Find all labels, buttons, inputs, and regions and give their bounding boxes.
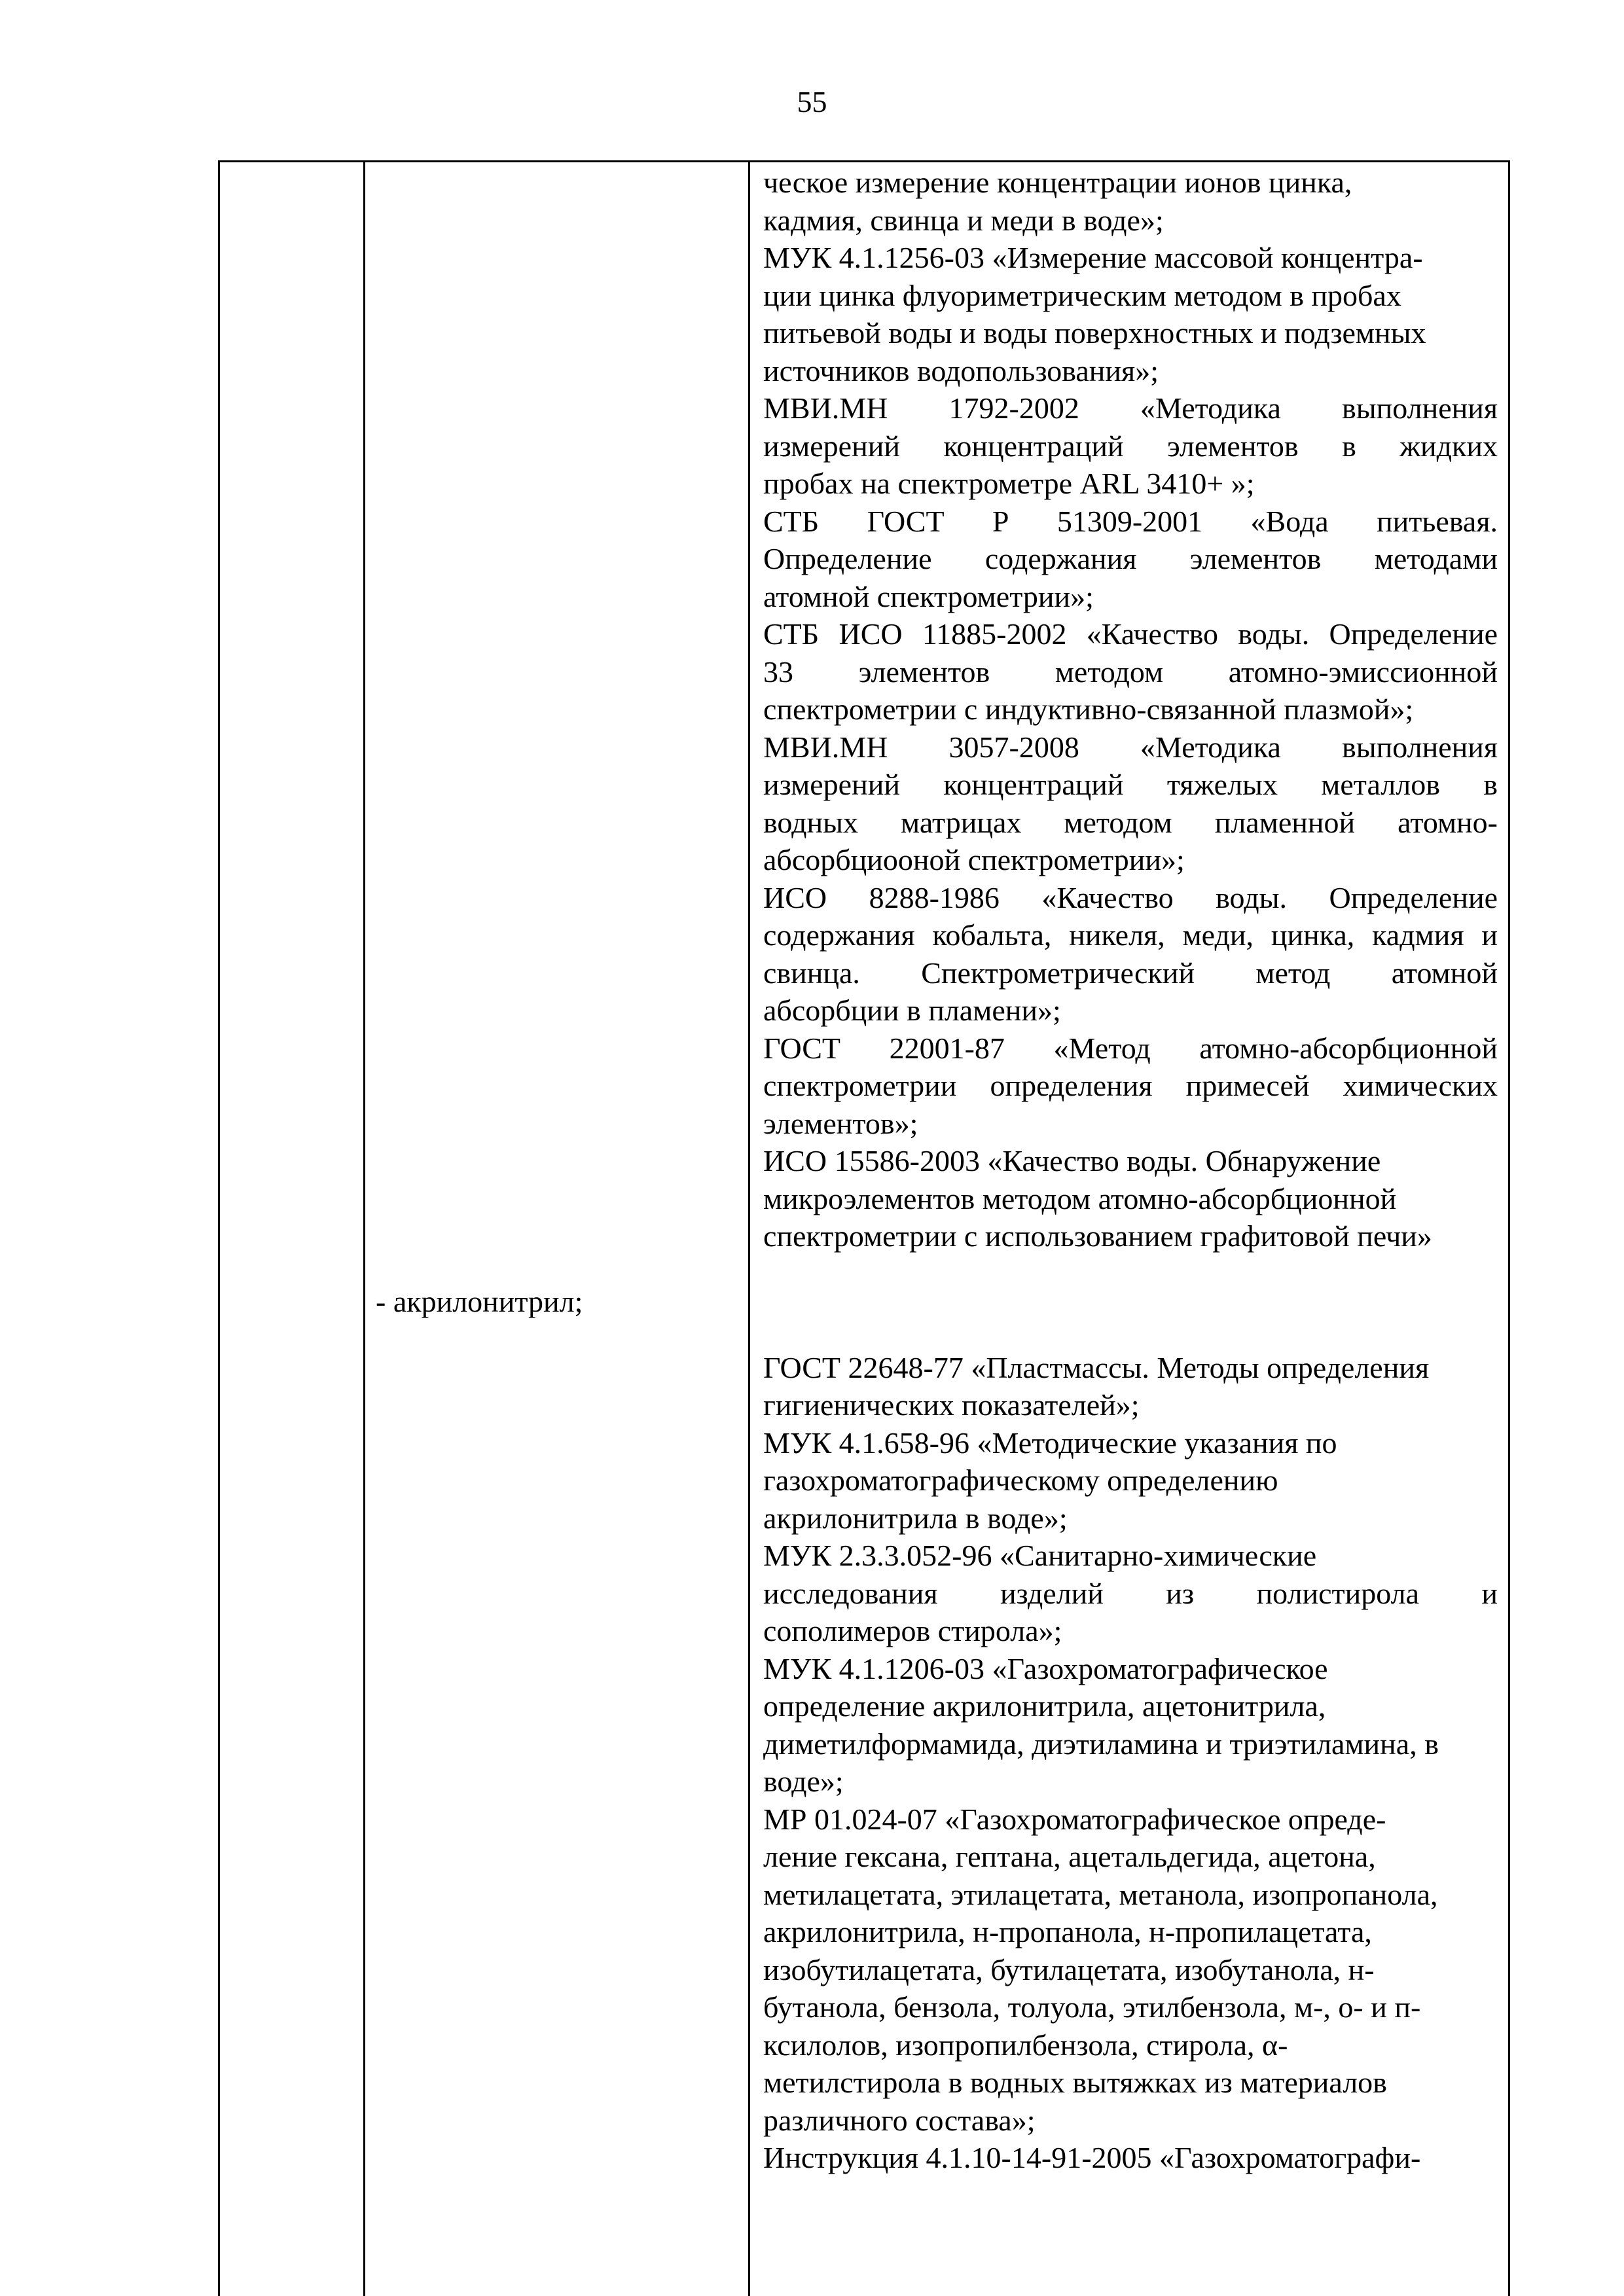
method-line: СТБ ИСО 11885-2002 «Качество воды. Определение: [763, 617, 1498, 651]
methods-block-before: [763, 164, 1498, 1255]
method-line: ИСО 15586-2003 «Качество воды. Обнаружение: [763, 1144, 1381, 1177]
method-line: спектрометрии определения примесей химических: [763, 1069, 1498, 1102]
column-divider-1: [363, 162, 365, 2296]
method-line: исследования изделий из полистирола и: [763, 1576, 1498, 1610]
method-line: МР 01.024-07 «Газохроматографическое опреде-: [763, 1802, 1386, 1836]
method-line: МУК 4.1.1256-03 «Измерение массовой концентра-: [763, 241, 1423, 274]
method-line: ИСО 8288-1986 «Качество воды. Определение: [763, 880, 1498, 914]
methods-cell: [763, 164, 1498, 2177]
method-line: метилстирола в водных вытяжках из материалов: [763, 2066, 1387, 2099]
method-line: свинца. Спектрометрический метод атомной: [763, 956, 1498, 990]
method-line: метилацетата, этилацетата, метанола, изопропанола,: [763, 1877, 1438, 1911]
method-line: диметилформамида, диэтиламина и триэтиламина, в: [763, 1727, 1439, 1761]
method-line: ксилолов, изопропилбензола, стирола, α-: [763, 2028, 1288, 2062]
method-line: спектрометрии с индуктивно-связанной плазмой»;: [763, 692, 1414, 726]
method-line: питьевой воды и воды поверхностных и подземных: [763, 316, 1426, 350]
method-line: измерений концентраций тяжелых металлов в: [763, 768, 1498, 801]
method-line: МУК 2.3.3.052-96 «Санитарно-химические: [763, 1539, 1317, 1572]
method-line: 33 элементов методом атомно-эмиссионной: [763, 655, 1498, 689]
method-line: МУК 4.1.658-96 «Методические указания по: [763, 1426, 1337, 1460]
method-line: содержания кобальта, никеля, меди, цинка, кадмия и: [763, 918, 1498, 952]
method-line: источников водопользования»;: [763, 353, 1159, 387]
method-line: МУК 4.1.1206-03 «Газохроматографическое: [763, 1651, 1328, 1685]
substance-cell: - акрилонитрил;: [376, 1285, 583, 1318]
method-line: различного состава»;: [763, 2103, 1036, 2137]
method-line: ГОСТ 22648-77 «Пластмассы. Методы определения: [763, 1350, 1430, 1384]
methods-gap: [763, 1255, 1498, 1349]
method-line: ГОСТ 22001-87 «Метод атомно-абсорбционной: [763, 1031, 1498, 1065]
method-line: водных матрицах методом пламенной атомно-: [763, 805, 1498, 839]
method-line: абсорбции в пламени»;: [763, 994, 1061, 1027]
method-line: изобутилацетата, бутилацетата, изобутанола, н-: [763, 1952, 1375, 1986]
method-line: определение акрилонитрила, ацетонитрила,: [763, 1689, 1326, 1723]
method-line: газохроматографическому определению: [763, 1463, 1278, 1497]
method-line: акрилонитрила в воде»;: [763, 1501, 1068, 1535]
method-line: акрилонитрила, н-пропанола, н-пропилацетата,: [763, 1915, 1372, 1948]
method-line: МВИ.МН 3057-2008 «Методика выполнения: [763, 730, 1498, 764]
method-line: ции цинка флуориметрическим методом в пробах: [763, 278, 1401, 312]
page-number: 55: [797, 85, 827, 118]
method-line: ческое измерение концентрации ионов цинка,: [763, 166, 1352, 199]
method-line: атомной спектрометрии»;: [763, 579, 1094, 613]
method-line: СТБ ГОСТ Р 51309-2001 «Вода питьевая.: [763, 504, 1498, 538]
method-line: сополимеров стирола»;: [763, 1614, 1062, 1647]
column-divider-2: [748, 162, 750, 2296]
method-line: микроэлементов методом атомно-абсорбционной: [763, 1181, 1397, 1215]
methods-block-after: [763, 1349, 1498, 2177]
method-line: Определение содержания элементов методами: [763, 542, 1498, 575]
method-line: пробах на спектрометре ARL 3410+ »;: [763, 467, 1255, 500]
method-line: бутанола, бензола, толуола, этилбензола, м-, о- и п-: [763, 1990, 1421, 2024]
method-line: измерений концентраций элементов в жидких: [763, 429, 1498, 463]
method-line: элементов»;: [763, 1106, 918, 1140]
document-table: [218, 160, 1510, 2296]
method-line: кадмия, свинца и меди в воде»;: [763, 203, 1164, 237]
method-line: абсорбциооной спектрометрии»;: [763, 843, 1185, 876]
method-line: воде»;: [763, 1765, 844, 1798]
method-line: гигиенических показателей»;: [763, 1388, 1140, 1422]
method-line: ление гексана, гептана, ацетальдегида, ацетона,: [763, 1840, 1376, 1873]
method-line: МВИ.МН 1792-2002 «Методика выполнения: [763, 391, 1498, 425]
method-line: спектрометрии с использованием графитовой печи»: [763, 1219, 1432, 1253]
method-line: Инструкция 4.1.10-14-91-2005 «Газохроматографи-: [763, 2141, 1421, 2174]
